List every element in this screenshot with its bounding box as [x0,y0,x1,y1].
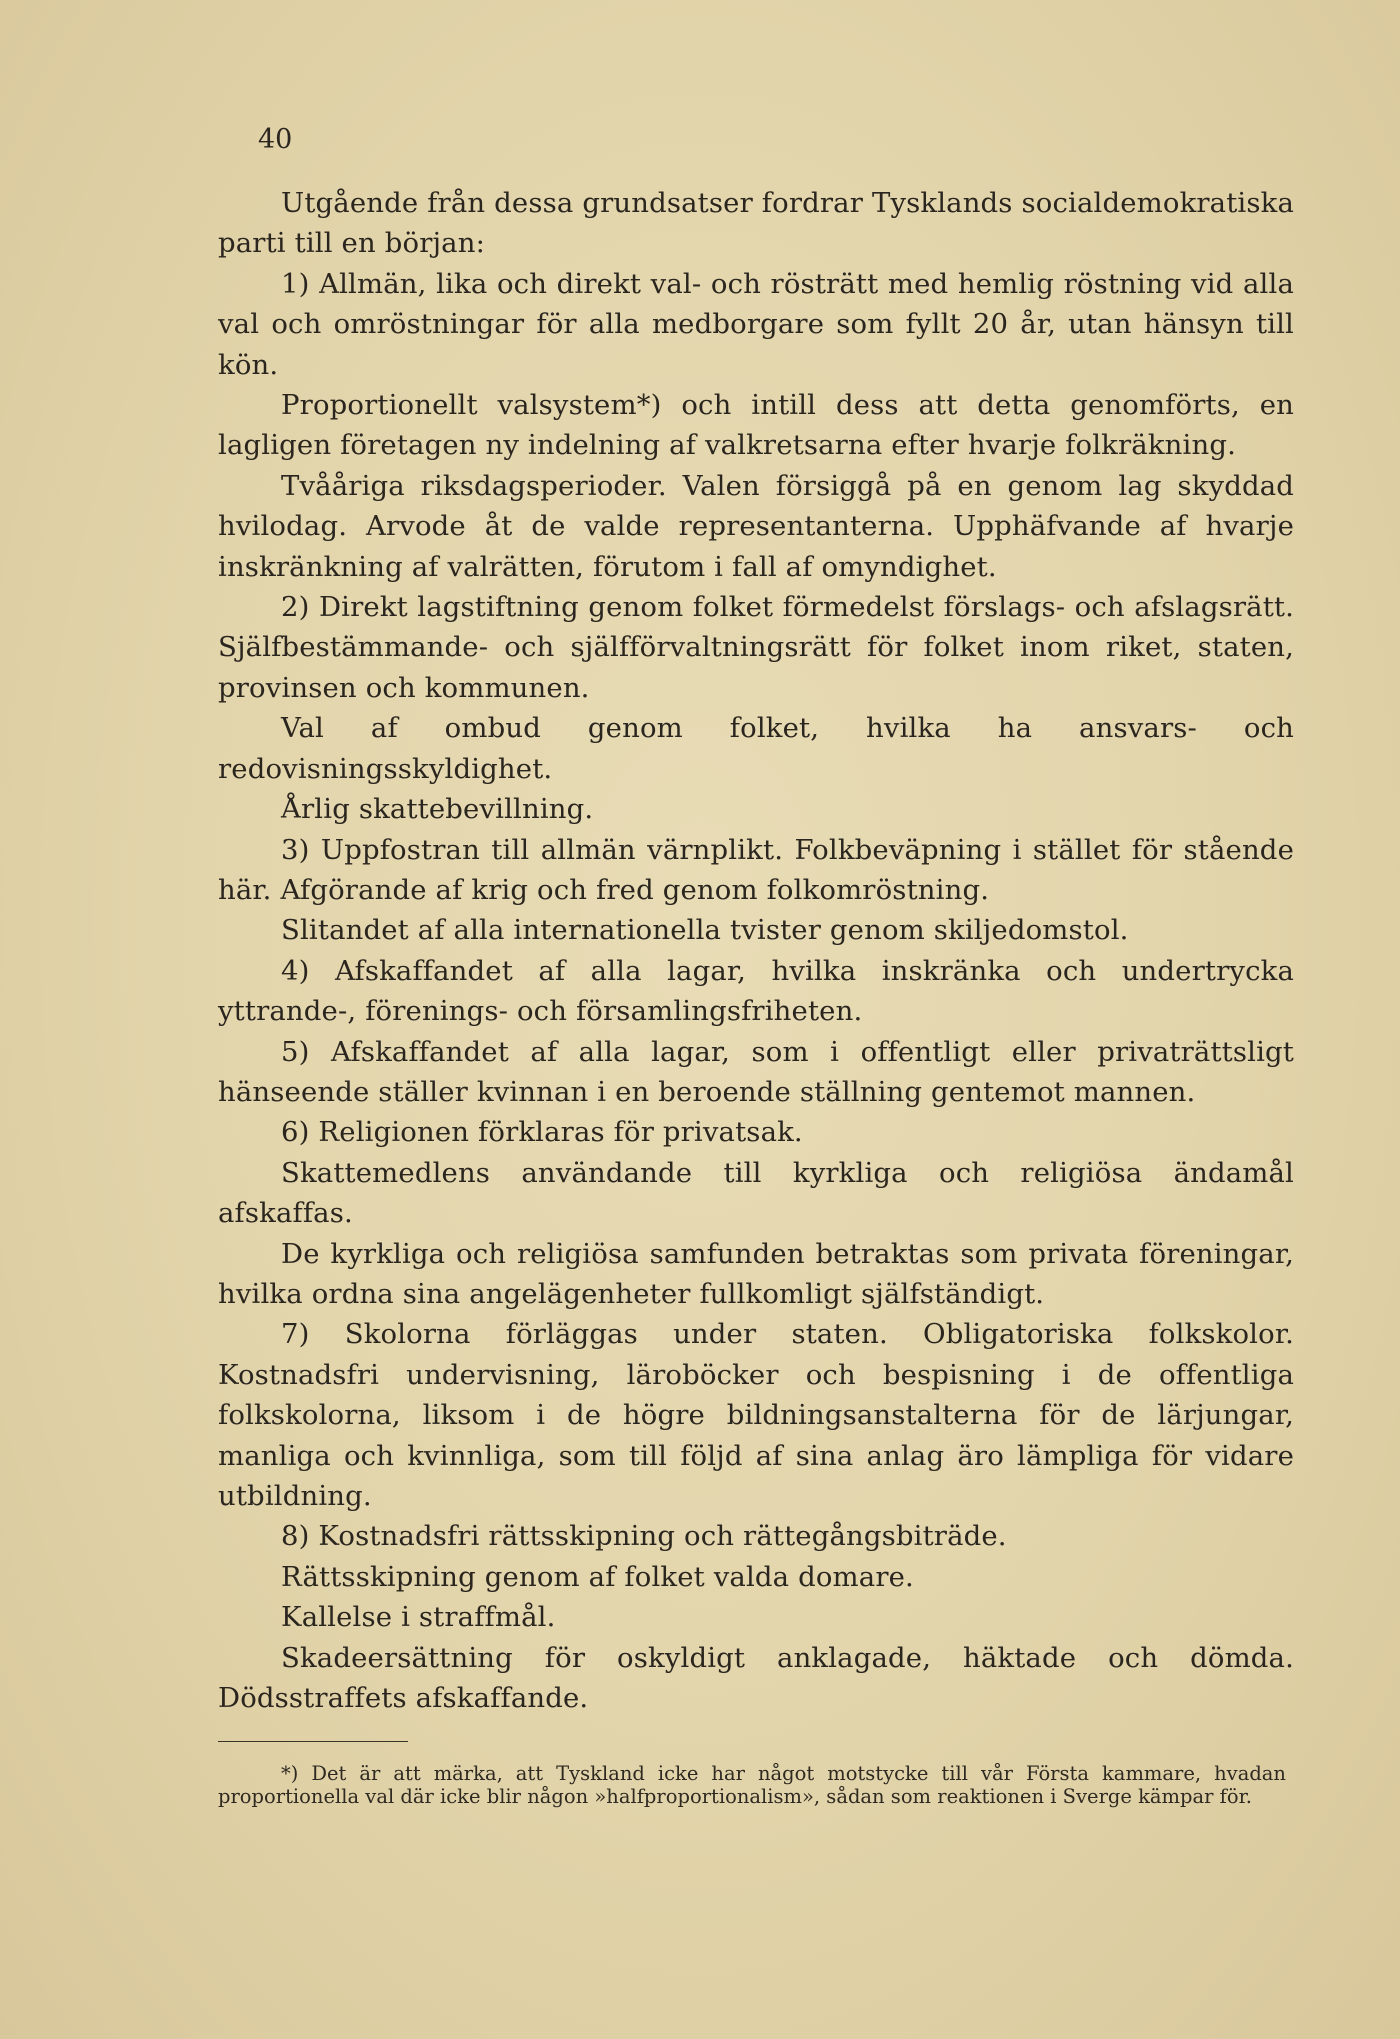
paragraph: Årlig skattebevillning. [281,793,594,826]
paragraph: De kyrkliga och religiösa samfunden betraktas som privata föreningar, hvilka ordna sina angelägenheter fullkomligt själfständigt. [218,1237,1294,1310]
paragraph: Skadeersättning för oskyldigt anklagade, häktade och dömda. Dödsstraffets afskaffande. [218,1641,1294,1715]
paragraph: Val af ombud genom folket, hvilka ha ansvars- och redovisningsskyldighet. [218,712,1294,785]
paragraph: Tvååriga riksdagsperioder. Valen försiggå på en genom lag skyddad hvilodag. Arvode åt de valde representanterna. Upphäfvande af hvarje inskränkning af valrätten, förutom i fall af omyndighet. [218,469,1294,583]
paragraph: 2) Direkt lagstiftning genom folket förmedelst förslags- och afslagsrätt. Själfbestämmande- och själfförvaltningsrätt för folket inom riket, staten, provinsen och kommunen. [218,591,1294,704]
paragraph: Rättsskipning genom af folket valda domare. [281,1560,914,1593]
page-number: 40 [258,124,293,155]
paragraph: Skattemedlens användande till kyrkliga och religiösa ändamål afskaffas. [218,1156,1294,1230]
paragraph: 7) Skolorna förläggas under staten. Obligatoriska folkskolor. Kostnadsfri undervisning, läroböcker och bespisning i de offentliga folkskolorna, liksom i de högre bildningsanstalterna för de lärjungar, manliga och kvinnliga, som till följd af sina anlag äro lämpliga för vidare utbildning. [218,1318,1294,1512]
paragraph: 5) Afskaffandet af alla lagar, som i offentligt eller privaträttsligt hänseende ställer kvinnan i en beroende ställning gentemot mannen. [218,1035,1294,1108]
paragraph: Utgående från dessa grundsatser fordrar Tysklands socialdemokratiska parti till en början: [218,187,1294,260]
footnote: *) Det är att märka, att Tyskland icke har något motstycke till vår Första kammare, hvadan proportionella val där icke blir någon »halfproportionalism», sådan som reaktionen i Sverge kämpar för. [218,1762,1286,1808]
footnote-divider [218,1741,408,1742]
paragraph: 4) Afskaffandet af alla lagar, hvilka inskränka och undertrycka yttrande-, förenings- och församlingsfriheten. [218,954,1294,1028]
paragraph: 3) Uppfostran till allmän värnplikt. Folkbeväpning i stället för stående här. Afgörande af krig och fred genom folkomröstning. [218,833,1294,906]
paragraph: 8) Kostnadsfri rättsskipning och rättegångsbiträde. [281,1520,1007,1553]
paragraph: Slitandet af alla internationella tvister genom skiljedomstol. [281,914,1129,947]
paragraph: Proportionellt valsystem*) och intill dess att detta genomförts, en lagligen företagen ny indelning af valkretsarna efter hvarje folkräkning. [218,389,1294,462]
paragraph: Kallelse i straffmål. [281,1601,556,1634]
paragraph: 6) Religionen förklaras för privatsak. [281,1116,803,1149]
paragraph: 1) Allmän, lika och direkt val- och rösträtt med hemlig röstning vid alla val och omröstningar för alla medborgare som fyllt 20 år, utan hänsyn till kön. [218,267,1294,381]
body-text [218,183,1294,1718]
